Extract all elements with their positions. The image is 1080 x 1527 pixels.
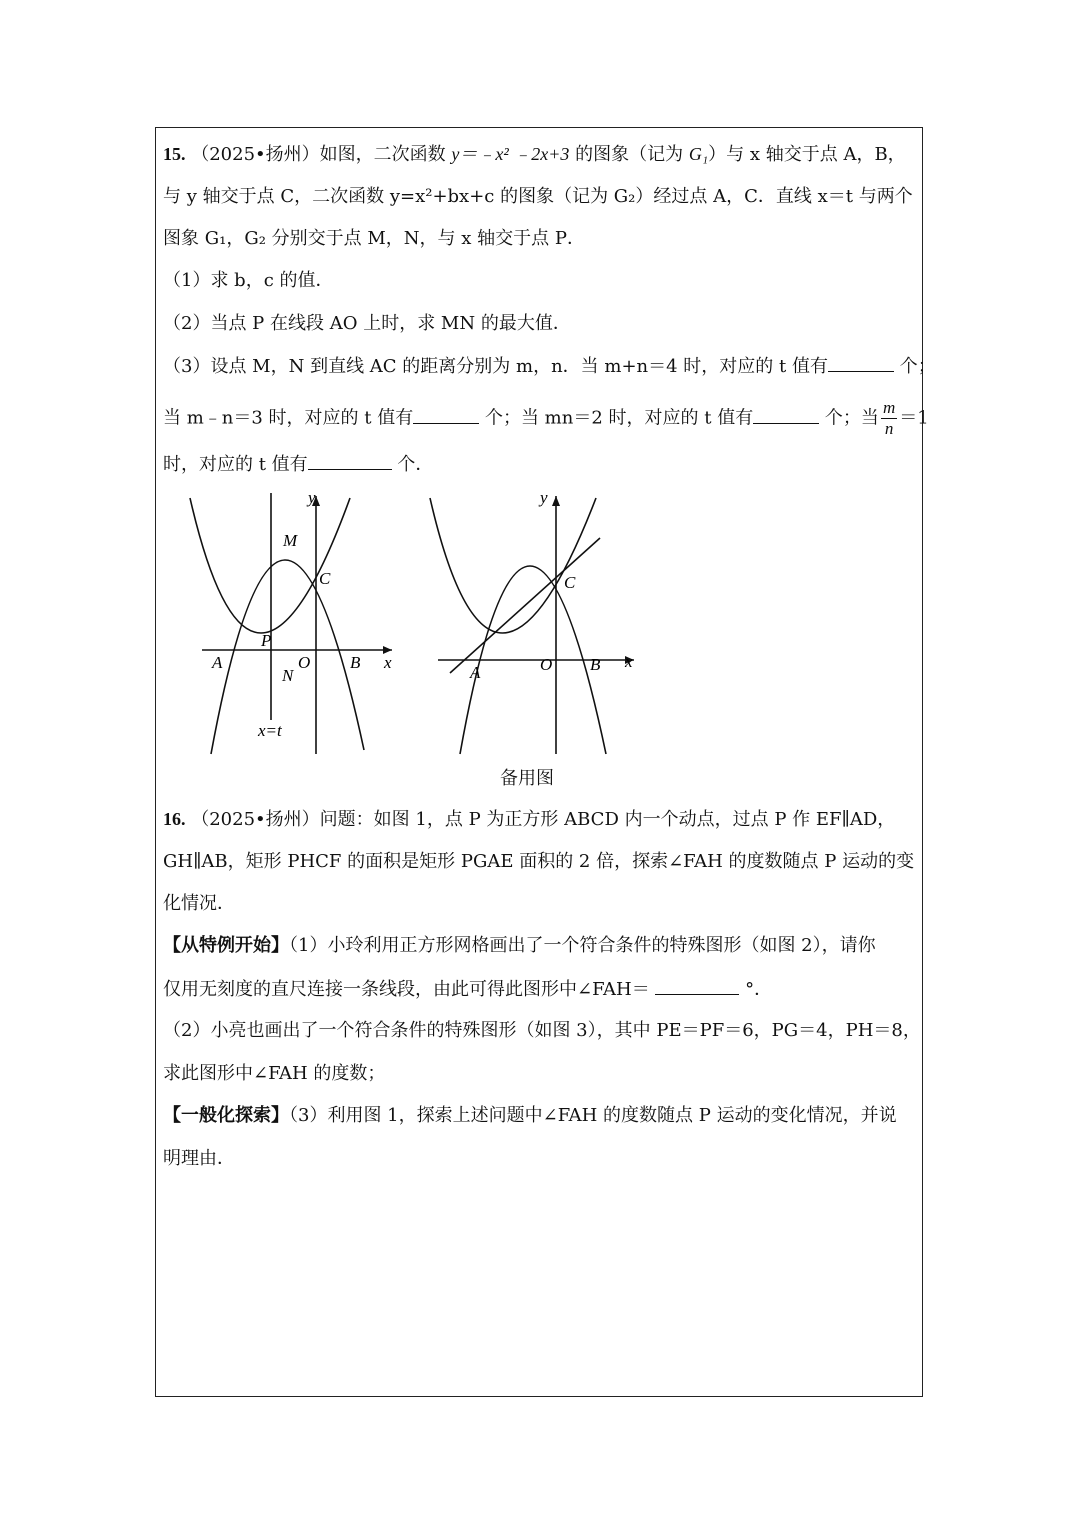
q16-part-1-line-1: 【从特例开始】（1）小玲利用正方形网格画出了一个符合条件的特殊图形（如图 2），请你 (163, 935, 876, 956)
label-x-eq-t: x=t (258, 721, 282, 740)
label-x: x (625, 652, 633, 671)
q16-part-3-line-2: 明理由． (163, 1148, 235, 1169)
label-O: O (540, 655, 553, 674)
figure-2-backup-graph (420, 488, 645, 760)
line-AC (450, 538, 600, 673)
answer-blank-4 (308, 451, 392, 470)
q16-part-2-line-1: （2）小亮也画出了一个符合条件的特殊图形（如图 3），其中 PE＝PF＝6，PG＝4，PH＝8， (163, 1020, 921, 1041)
q16-line-2: GH∥AB，矩形 PHCF 的面积是矩形 PGAE 面积的 2 倍，探索∠FAH 的度数随点 P 运动的变 (163, 851, 915, 872)
label-O: O (298, 653, 311, 672)
label-N: N (282, 666, 294, 685)
section-tag-general: 【一般化探索】 (163, 1105, 289, 1126)
q15-number: 15. (163, 144, 186, 164)
q15-line-1: 15. （2025•扬州）如图，二次函数 y＝﹣x² ﹣2x+3 的图象（记为 G₁）与 x 轴交于点 A，B， (163, 144, 906, 165)
answer-blank-3 (753, 405, 819, 424)
q15-part-3-line-3: 时，对应的 t 值有 个． (163, 451, 433, 478)
q15-part-1: （1）求 b，c 的值． (163, 270, 334, 291)
q16-source: （2025•扬州） (191, 809, 320, 830)
label-y: y (308, 488, 316, 507)
figure-caption: 备用图 (500, 768, 554, 789)
label-B: B (350, 653, 361, 672)
label-x: x (384, 653, 392, 672)
label-C: C (319, 569, 331, 588)
q16-number: 16. (163, 809, 186, 829)
q15-line-3: 图象 G₁，G₂ 分别交于点 M，N，与 x 轴交于点 P． (163, 228, 585, 249)
parabola-g1 (211, 560, 364, 754)
q15-part-3-line-1: （3）设点 M，N 到直线 AC 的距离分别为 m，n．当 m+n＝4 时，对应的 t 值有 个； (163, 353, 936, 380)
fraction-m-over-n: $\frac{m}{n}$ (882, 398, 896, 438)
figure-1-graph (180, 488, 405, 760)
parabola-g2 (430, 498, 596, 633)
q15-part-3-line-2: 当 m﹣n＝3 时，对应的 t 值有 个；当 mn＝2 时，对应的 t 值有 个；当 $\frac{m}{n}$ ＝1 (163, 398, 929, 438)
label-A: A (470, 663, 481, 682)
label-M: M (283, 531, 298, 550)
label-B: B (590, 655, 601, 674)
section-tag-special: 【从特例开始】 (163, 935, 289, 956)
answer-blank-5 (655, 976, 739, 995)
y-axis-arrow (552, 496, 560, 506)
label-P: P (261, 631, 272, 650)
q16-line-3: 化情况． (163, 893, 235, 914)
q15-part-2: （2）当点 P 在线段 AO 上时，求 MN 的最大值． (163, 313, 571, 334)
label-C: C (564, 573, 576, 592)
label-A: A (212, 653, 223, 672)
q16-part-3-line-1: 【一般化探索】（3）利用图 1，探索上述问题中∠FAH 的度数随点 P 运动的变化情况，并说 (163, 1105, 897, 1126)
q15-source: （2025•扬州） (191, 144, 320, 165)
q16-line-1: 16. （2025•扬州）问题：如图 1，点 P 为正方形 ABCD 内一个动点，过点 P 作 EF∥AD， (163, 809, 896, 830)
q16-part-1-line-2: 仅用无刻度的直尺连接一条线段，由此可得此图形中∠FAH＝ °． (163, 976, 772, 1003)
answer-blank-1 (828, 353, 894, 372)
label-y: y (540, 488, 548, 507)
q16-part-2-line-2: 求此图形中∠FAH 的度数； (163, 1063, 386, 1084)
q15-line-2: 与 y 轴交于点 C，二次函数 y=x²+bx+c 的图象（记为 G₂）经过点 A，C．直线 x＝t 与两个 (163, 186, 913, 207)
answer-blank-2 (413, 405, 479, 424)
